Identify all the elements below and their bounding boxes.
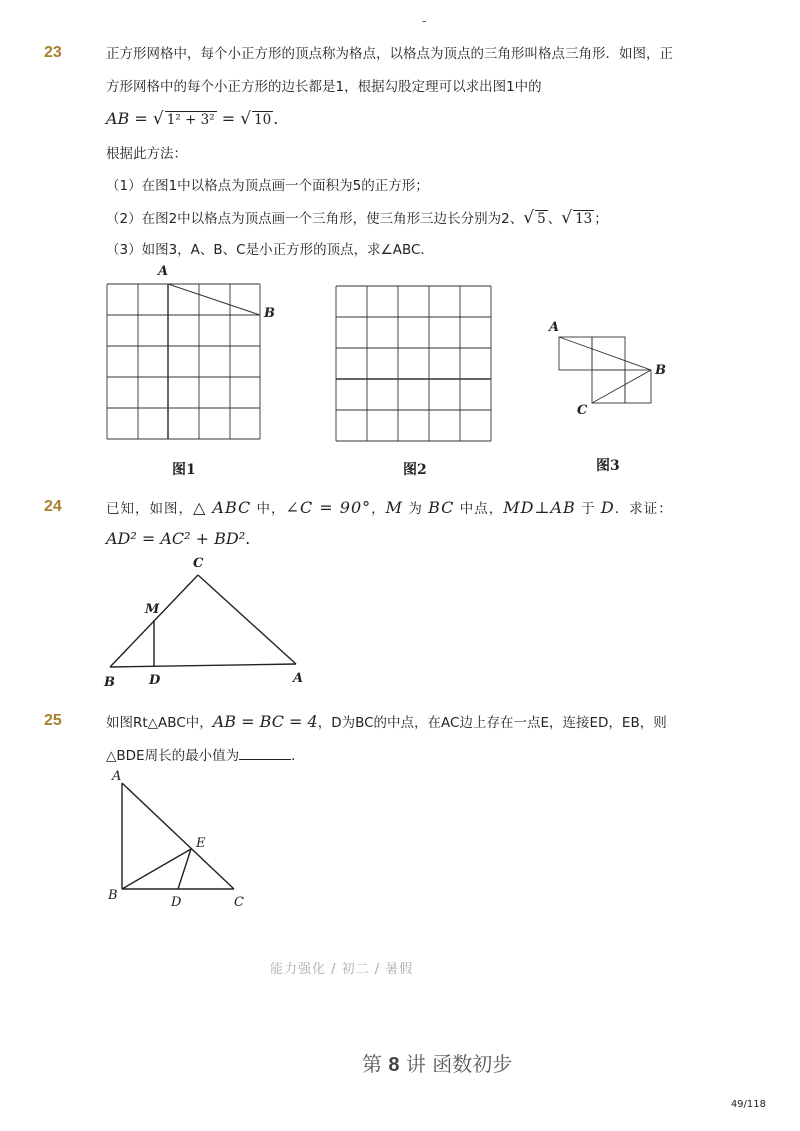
answer-blank — [239, 759, 291, 760]
q23-part2-root1: 5 — [537, 211, 546, 227]
question-number-25: 25 — [44, 712, 62, 729]
q24-t8: 为 — [403, 501, 429, 517]
q23-part2-text: （2）在图2中以格点为顶点画一个三角形，使三角形三边长分别为2、 — [106, 211, 524, 227]
lecture-number: 8 — [388, 1054, 400, 1076]
lecture-title — [362, 1048, 512, 1077]
q25-line2: △BDE周长的最小值为 — [106, 748, 240, 764]
q25-text-line2 — [106, 746, 305, 766]
label-a: A — [112, 769, 122, 784]
q24-proof-end: . — [245, 529, 251, 548]
label-a: A — [158, 264, 169, 279]
figure-2-caption: 图2 — [403, 462, 427, 478]
q23-part2-root2: 13 — [575, 211, 593, 227]
figure-3-caption: 图3 — [596, 458, 620, 474]
q23-part1: （1）在图1中以格点为顶点画一个面积为5的正方形； — [106, 178, 429, 194]
q24-t13: D — [600, 498, 615, 517]
q24-t12: 于 — [575, 501, 601, 517]
label-c: C — [234, 895, 244, 910]
q24-t5: ∠C = 90° — [285, 498, 372, 517]
formula-eq: = — [129, 109, 153, 128]
q23-formula — [106, 109, 278, 130]
figure-2-grid — [330, 280, 500, 450]
sqrt-symbol: √ — [152, 109, 164, 129]
segment-ab — [559, 337, 651, 370]
q24-t14: ．求证： — [614, 501, 673, 517]
label-b: B — [104, 675, 115, 690]
q23-method: 根据此方法： — [106, 146, 187, 162]
top-mark: - — [422, 14, 427, 28]
label-e: E — [196, 836, 206, 851]
question-number-24: 24 — [44, 498, 62, 515]
grid-square — [625, 370, 651, 403]
label-b: B — [108, 888, 118, 903]
formula-result: 10 — [254, 112, 272, 128]
question-number-23: 23 — [44, 44, 62, 61]
q23-part2 — [106, 208, 608, 229]
q25-text-line1 — [106, 712, 667, 733]
label-d: D — [171, 895, 182, 910]
label-d: D — [149, 673, 161, 688]
sqrt-symbol: √ — [240, 109, 252, 129]
sqrt-symbol: √ — [561, 208, 573, 228]
label-c: C — [193, 556, 204, 571]
side-ac — [122, 783, 234, 889]
label-m: M — [145, 602, 160, 617]
label-b: B — [655, 363, 666, 378]
q24-t4: 中， — [251, 501, 286, 517]
lecture-prefix: 第 — [362, 1052, 382, 1076]
q25-t3: ，D为BC的中点，在AC边上存在一点E，连接ED，EB，则 — [317, 715, 667, 731]
figure-q25-triangle — [100, 765, 260, 915]
formula-mid: = — [216, 109, 241, 128]
formula-lhs: AB — [106, 109, 130, 128]
q24-t9: BC — [428, 498, 455, 517]
q24-t6: ， — [371, 501, 386, 517]
q24-t10: 中点， — [454, 501, 504, 517]
grid-square — [559, 337, 592, 370]
q23-text-line1: 正方形网格中，每个小正方形的顶点称为格点，以格点为顶点的三角形叫格点三角形．如图，正 — [106, 46, 673, 62]
side-ca — [198, 575, 296, 664]
q25-t2: AB = BC = 4 — [212, 712, 318, 731]
page-number: 49/118 — [730, 1099, 766, 1110]
q24-t7: M — [385, 498, 404, 517]
grid-square — [592, 337, 625, 370]
segment-ab — [168, 284, 260, 315]
segment-cb — [592, 370, 651, 403]
footer-subtitle: 能力强化 / 初二 / 暑假 — [270, 962, 414, 977]
figure-1-grid — [100, 262, 290, 452]
lecture-suffix: 讲 函数初步 — [405, 1052, 513, 1076]
formula-end: . — [273, 109, 279, 128]
grid-square — [592, 370, 625, 403]
q24-text-line1 — [106, 498, 673, 519]
figure-1-caption: 图1 — [172, 462, 196, 478]
q25-t1: 如图Rt△ABC中， — [106, 715, 213, 731]
q24-t3: ABC — [212, 498, 252, 517]
q23-part2-sep: 、 — [547, 211, 562, 227]
q24-t1: 已知，如图， — [106, 501, 193, 517]
q23-part3: （3）如图3，A、B、C是小正方形的顶点，求∠ABC． — [106, 242, 434, 258]
q24-proof-formula: AD² = AC² + BD² — [106, 529, 246, 548]
q25-line2-end: ． — [291, 748, 305, 764]
q24-proof — [106, 529, 250, 550]
side-ba — [110, 664, 296, 667]
sqrt-symbol: √ — [523, 208, 535, 228]
q24-t11: MD⊥AB — [503, 498, 576, 517]
label-a: A — [549, 320, 560, 335]
label-a: A — [293, 671, 304, 686]
label-c: C — [577, 403, 588, 418]
q23-part2-end: ； — [594, 211, 608, 227]
formula-radicand: 1² + 3² — [166, 112, 215, 128]
q24-t2: △ — [193, 498, 213, 517]
q23-text-line2: 方形网格中的每个小正方形的边长都是1，根据勾股定理可以求出图1中的 — [106, 79, 542, 95]
label-b: B — [264, 306, 275, 321]
figure-q24-triangle — [100, 550, 320, 695]
figure-3 — [545, 315, 675, 425]
